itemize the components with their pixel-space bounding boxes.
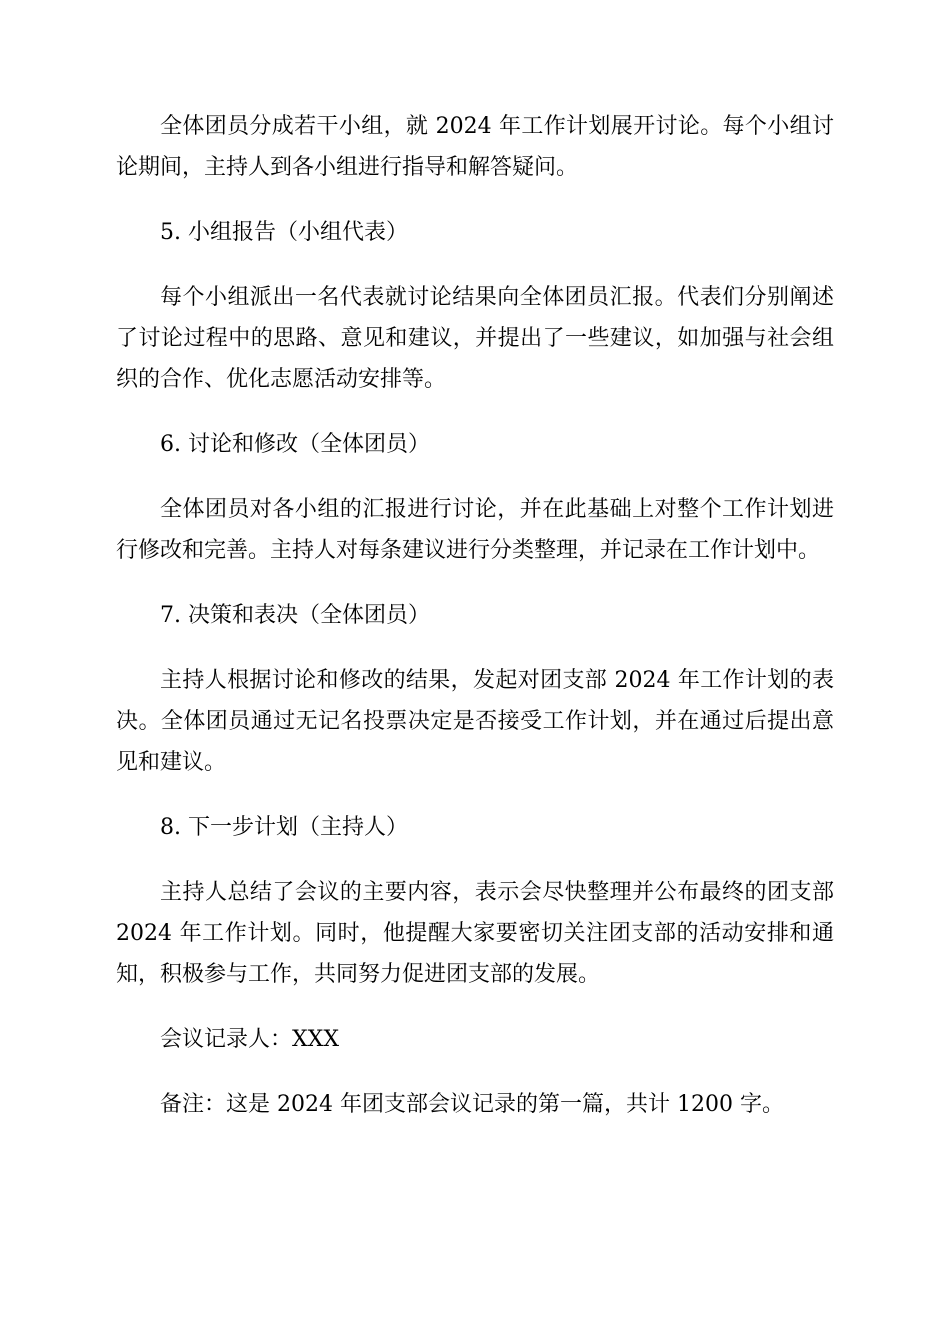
paragraph-decision-vote: 主持人根据讨论和修改的结果，发起对团支部 2024 年工作计划的表决。全体团员通过无记名投票决定是否接受工作计划，并在通过后提出意见和建议。: [116, 668, 834, 775]
paragraph-group-report: 每个小组派出一名代表就讨论结果向全体团员汇报。代表们分别阐述了讨论过程中的思路、意见和建议，并提出了一些建议，如加强与社会组织的合作、优化志愿活动安排等。: [116, 285, 834, 392]
footnote-remark: 备注：这是 2024 年团支部会议记录的第一篇，共计 1200 字。: [160, 1092, 784, 1117]
document-page: [116, 106, 834, 1125]
heading-decision-vote: 7. 决策和表决（全体团员）: [160, 603, 430, 628]
paragraph-next-steps: 主持人总结了会议的主要内容，表示会尽快整理并公布最终的团支部 2024 年工作计划。同时，他提醒大家要密切关注团支部的活动安排和通知，积极参与工作，共同努力促进团支部的发展。: [116, 880, 834, 987]
meeting-recorder: 会议记录人：XXX: [160, 1027, 339, 1052]
heading-next-steps: 8. 下一步计划（主持人）: [160, 815, 408, 840]
heading-discussion-revision: 6. 讨论和修改（全体团员）: [160, 432, 430, 457]
paragraph-discussion-revision: 全体团员对各小组的汇报进行讨论，并在此基础上对整个工作计划进行修改和完善。主持人对每条建议进行分类整理，并记录在工作计划中。: [116, 497, 834, 563]
heading-group-report: 5. 小组报告（小组代表）: [160, 220, 408, 245]
paragraph-group-discussion: 全体团员分成若干小组，就 2024 年工作计划展开讨论。每个小组讨论期间，主持人到各小组进行指导和解答疑问。: [116, 114, 834, 180]
